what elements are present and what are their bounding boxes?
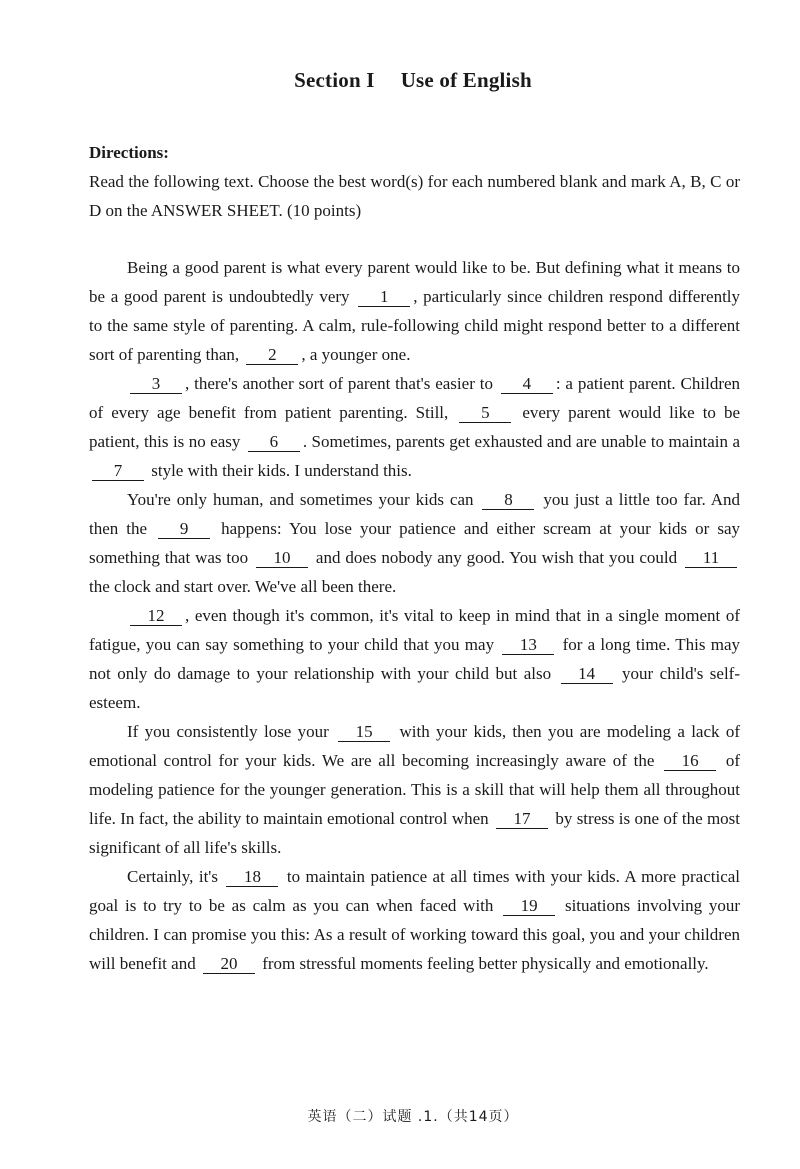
blank-9: 9 xyxy=(158,519,210,539)
blank-3: 3 xyxy=(130,374,182,394)
page-footer: 英语（二）试题 .1.（共14页） xyxy=(307,1109,519,1125)
directions-heading: Directions: xyxy=(89,143,169,162)
blank-14: 14 xyxy=(561,664,613,684)
directions-text: Read the following text. Choose the best word(s) for each numbered blank and mark A, B, C or D on the ANSWER SHEET. (10 points) xyxy=(89,172,740,220)
section-title xyxy=(0,68,800,93)
paragraph-4: 12 , even though it's common, it's vital to keep in mind that in a single moment of fatigue, you can say something to your child that you may 13 for a long time. This may not only do damage to your relationship with your child but also 14 your child's self-esteem. xyxy=(89,606,741,712)
content xyxy=(89,141,740,978)
blank-8: 8 xyxy=(482,490,534,510)
passage xyxy=(89,253,740,978)
paragraph-6: Certainly, it's 18 to maintain patience at all times with your kids. A more practical goal is to try to be as calm as you can when faced with 19 situations involving your children. I can promise you this: As a result of working toward this goal, you and your children will benefit and 20 from stressful moments feeling better physically and emotionally. xyxy=(89,867,741,973)
blank-5: 5 xyxy=(459,403,511,423)
blank-10: 10 xyxy=(256,548,308,568)
section-number: Section I xyxy=(294,68,375,92)
blank-12: 12 xyxy=(130,606,182,626)
blank-19: 19 xyxy=(503,896,555,916)
paragraph-5: If you consistently lose your 15 with your kids, then you are modeling a lack of emotional control for your kids. We are all becoming increasingly aware of the 16 of modeling patience for the younger generation. This is a skill that will help them all throughout life. In fact, the ability to maintain emotional control when 17 by stress is one of the most significant of all life's skills. xyxy=(89,722,741,857)
paragraph-1: Being a good parent is what every parent would like to be. But defining what it means to be a good parent is undoubtedly very 1 , particularly since children respond differently to the same style of parenting. A calm, rule-following child might respond better to a different sort of parenting than, 2 , a younger one. xyxy=(89,258,741,364)
blank-17: 17 xyxy=(496,809,548,829)
blank-11: 11 xyxy=(685,548,737,568)
blank-18: 18 xyxy=(226,867,278,887)
blank-2: 2 xyxy=(246,345,298,365)
section-name: Use of English xyxy=(400,68,532,92)
paragraph-3: You're only human, and sometimes your kids can 8 you just a little too far. And then the 9 happens: You lose your patience and either scream at your kids or say something that was too 10 and does nobody any good. You wish that you could 11 the clock and start over. We've all been there. xyxy=(89,490,741,596)
blank-15: 15 xyxy=(338,722,390,742)
blank-16: 16 xyxy=(664,751,716,771)
blank-20: 20 xyxy=(203,954,255,974)
blank-4: 4 xyxy=(501,374,553,394)
blank-7: 7 xyxy=(92,461,144,481)
paragraph-2: 3 , there's another sort of parent that's easier to 4 : a patient parent. Children of every age benefit from patient parenting. Still, 5 every parent would like to be patient, this is no easy 6 . Sometimes, parents get exhausted and are unable to maintain a 7 style with their kids. I understand this. xyxy=(89,374,741,480)
blank-13: 13 xyxy=(502,635,554,655)
blank-6: 6 xyxy=(248,432,300,452)
blank-1: 1 xyxy=(358,287,410,307)
